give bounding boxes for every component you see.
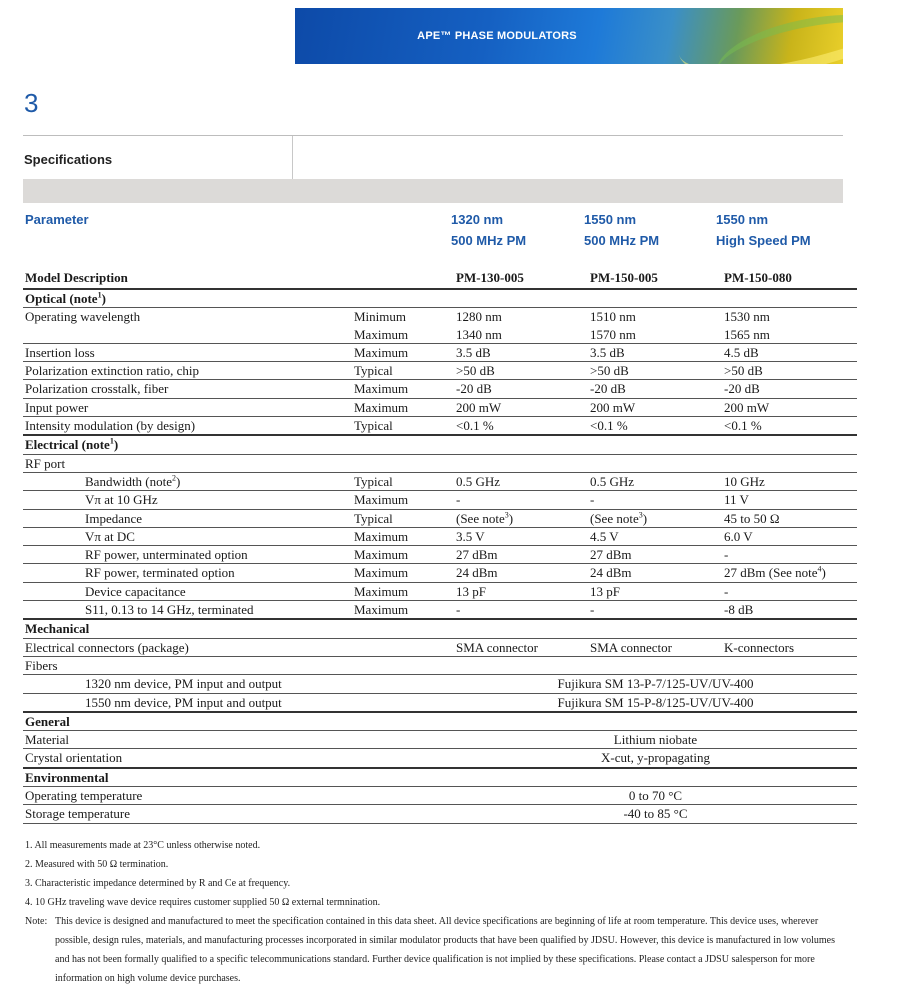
column-header-1	[451, 209, 526, 251]
table-row: 1550 nm device, PM input and output Fujikura SM 15-P-8/125-UV/UV-400	[23, 693, 857, 712]
table-row: Input power Maximum 200 mW 200 mW 200 mW	[23, 398, 857, 416]
section-heading: Optical (note$^1$)	[23, 289, 352, 308]
parameter-header: Parameter	[25, 212, 89, 227]
table-row: Maximum 1340 nm 1570 nm 1565 nm	[354, 326, 770, 342]
table-row: Bandwidth (note$^2$) Typical 0.5 GHz 0.5 GHz 10 GHz	[23, 472, 857, 490]
section-heading: Environmental	[23, 768, 352, 787]
banner-title: APE™ PHASE MODULATORS	[417, 30, 577, 42]
column-header-3	[716, 209, 811, 251]
section-row	[23, 435, 857, 454]
table-row: Polarization extinction ratio, chip Typical >50 dB >50 dB >50 dB	[23, 362, 857, 380]
column-header-line: 1550 nm	[584, 212, 637, 227]
section-row	[23, 712, 857, 731]
disclaimer-note	[25, 912, 845, 988]
table-row: Crystal orientation X-cut, y-propagating	[23, 749, 857, 768]
note-label: Note:	[25, 916, 48, 927]
column-header-line: 500 MHz PM	[451, 233, 527, 248]
column-header-2	[584, 209, 659, 251]
table-row: Intensity modulation (by design) Typical <0.1 % <0.1 % <0.1 %	[23, 417, 857, 436]
column-header-line: 1320 nm	[451, 212, 504, 227]
section-row	[23, 289, 857, 308]
section-heading: General	[23, 712, 352, 731]
footnote: 1. All measurements made at 23°C unless otherwise noted.	[25, 840, 261, 851]
model-value: PM-150-005	[590, 270, 658, 286]
header-banner	[295, 8, 843, 64]
specifications-table	[23, 268, 857, 824]
table-row: RF port	[23, 454, 857, 472]
footnote: 2. Measured with 50 Ω termination.	[25, 859, 169, 870]
section-heading: Electrical (note$^1$)	[23, 435, 352, 454]
table-row: RF power, terminated option Maximum 24 dBm 24 dBm 27 dBm (See note$^4$)	[23, 564, 857, 582]
table-row: Device capacitance Maximum 13 pF 13 pF -	[23, 582, 857, 600]
table-row: RF power, unterminated option Maximum 27 dBm 27 dBm -	[23, 546, 857, 564]
table-row: Fibers	[23, 656, 857, 674]
table-row: Operating wavelength Minimum 1280 nm 1510 nm 1530 nm	[23, 308, 857, 326]
section-row	[23, 768, 857, 787]
page-number: 3	[24, 88, 39, 118]
table-row: Storage temperature -40 to 85 °C	[23, 805, 857, 823]
footnote: 3. Characteristic impedance determined by R and Ce at frequency.	[25, 878, 291, 889]
table-row: 1320 nm device, PM input and output Fujikura SM 13-P-7/125-UV/UV-400	[23, 675, 857, 693]
table-row: Operating temperature 0 to 70 °C	[23, 787, 857, 805]
model-label: Model Description	[25, 270, 128, 286]
table-row: S11, 0.13 to 14 GHz, terminated Maximum - - -8 dB	[23, 601, 857, 620]
table-row: Electrical connectors (package) SMA connector SMA connector K-connectors	[23, 638, 857, 656]
section-title: Specifications	[24, 152, 113, 167]
section-band	[23, 179, 843, 203]
footnote: 4. 10 GHz traveling wave device requires customer supplied 50 Ω external termnination.	[25, 897, 381, 908]
section-heading: Mechanical	[23, 619, 352, 638]
table-row: Vπ at DC Maximum 3.5 V 4.5 V 6.0 V	[23, 527, 857, 545]
column-header-line: 1550 nm	[716, 212, 769, 227]
column-header-line: High Speed PM	[716, 233, 811, 248]
divider	[23, 135, 843, 136]
table-row	[23, 268, 857, 289]
table-row: Vπ at 10 GHz Maximum - - 11 V	[23, 491, 857, 509]
footnotes	[25, 836, 845, 988]
table-row: Polarization crosstalk, fiber Maximum -20 dB -20 dB -20 dB	[23, 380, 857, 398]
model-value: PM-130-005	[456, 270, 524, 286]
column-header-line: 500 MHz PM	[584, 233, 660, 248]
model-value: PM-150-080	[724, 270, 792, 286]
note-text: This device is designed and manufactured to meet the specification contained in this data sheet. All device specifications are beginning of life at room temperature. This device uses, wherever possible, design rules, materials, and manufacturing processes incorporated in similar modulator products that have been qualified by JDSU. However, this device is manufactured in low volumes and has not been formally qualified to a specific telecommunications standard. Further device qualification is not implied by these specifications. Please contact a JDSU salesperson for more information on high volume device purchases.	[55, 916, 835, 984]
table-row: Impedance Typical (See note$^3$) (See note$^3$) 45 to 50 Ω	[23, 509, 857, 527]
section-row	[23, 619, 857, 638]
table-row: Material Lithium niobate	[23, 731, 857, 749]
table-row: Insertion loss Maximum 3.5 dB 3.5 dB 4.5 dB	[23, 343, 857, 361]
